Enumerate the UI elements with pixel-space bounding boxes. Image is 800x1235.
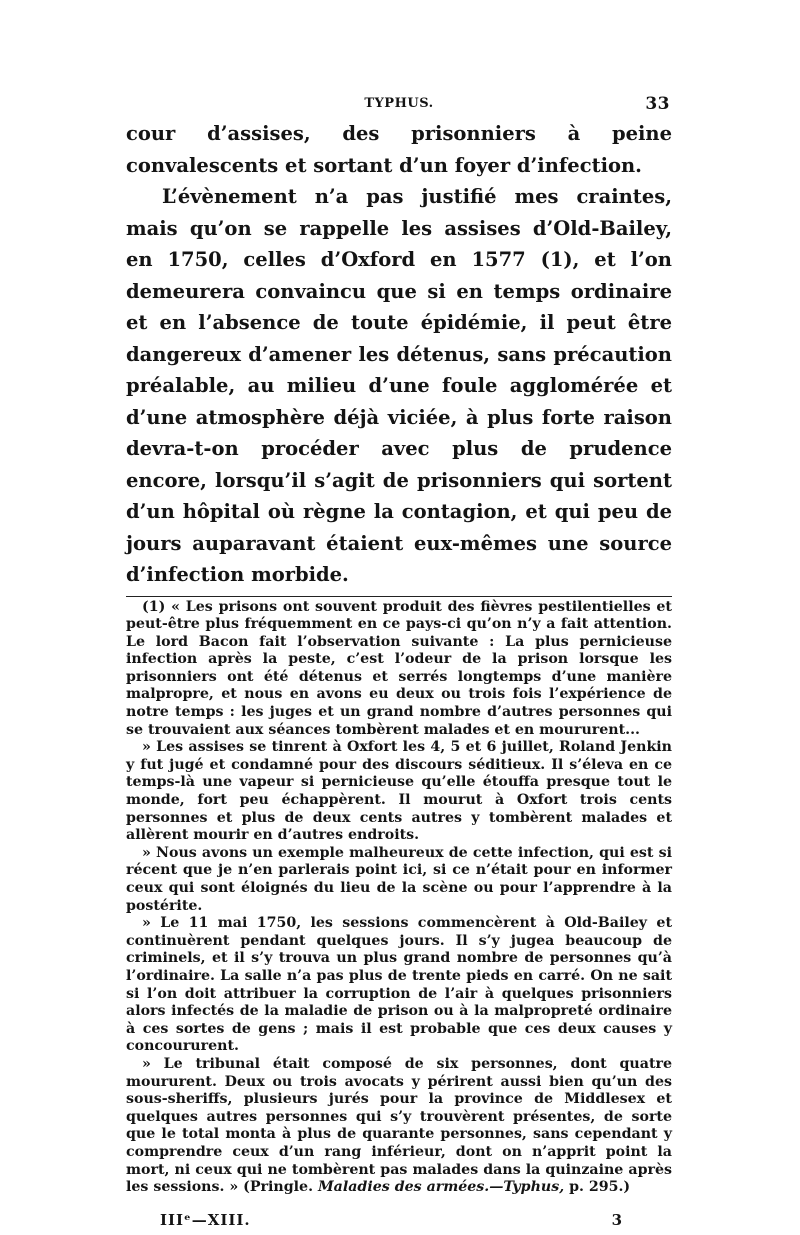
signature-mark: IIIᵉ—XIII.: [160, 1210, 251, 1229]
signature-line: [126, 1209, 672, 1235]
page: [126, 92, 672, 1235]
footnote-divider: [126, 596, 672, 597]
citation-title: Maladies des armées.—Typhus,: [317, 1179, 565, 1196]
footnote: [126, 599, 672, 1197]
footnote-paragraph-4: » Le 11 mai 1750, les sessions commencèrent à Old-Bailey et continuèrent pendant quelques jours. Il s’y jugea beaucoup de criminels, et il s’y trouva un plus grand nombre de personnes qu’à l’ordinaire. La salle n’a pas plus de trente pieds en carré. On ne sait si l’on doit attribuer la corruption de l’air à quelques prisonniers alors infectés de la maladie de prison ou à la malpropreté ordinaire à ces sortes de gens ; mais il est probable que ces deux causes y concoururent.: [126, 915, 672, 1055]
footnote-paragraph-3: » Nous avons un exemple malheureux de cette infection, qui est si récent que je n’en parlerais point ici, si ce n’était pour en informer ceux qui sont éloignés du lieu de la scène ou pour l’apprendre à la postérite.: [126, 844, 672, 914]
footnote-paragraph-5-text: » Le tribunal était composé de six personnes, dont quatre moururent. Deux ou trois avocats y périrent aussi bien qu’un des sous-sheriffs, plusieurs jurés pour la province de Middlesex et quelques autres personnes qui s’y trouvèrent présentes, de sorte que le total monta à plus de quarante personnes, sans cependant y comprendre ceux d’un rang inférieur, dont on n’apprit point la mort, ni ceux qui ne tombèrent pas malades dans la quinzaine après les sessions. » (Pringle.: [126, 1055, 672, 1196]
footnote-paragraph-5: [126, 1056, 672, 1197]
page-header: [126, 92, 672, 118]
citation-page: p. 295.): [564, 1179, 631, 1196]
footnote-paragraph-2: » Les assises se tinrent à Oxfort les 4, 5 et 6 juillet, Roland Jenkin y fut jugé et condamné pour des discours séditieux. Il s’éleva en ce temps-là une vapeur si pernicieuse qu’elle étouffa presque tout le monde, fort peu échappèrent. Il mourut à Oxfort trois cents personnes et plus de deux cents autres y tombèrent malades et allèrent mourir en d’autres endroits.: [126, 739, 672, 844]
page-number: 33: [645, 94, 670, 114]
footnote-paragraph-1: (1) « Les prisons ont souvent produit des fièvres pestilentielles et peut-être plus fréquemment en ce pays-ci qu’on n’y a fait attention. Le lord Bacon fait l’observation suivante : La plus pernicieuse infection après la peste, c’est l’odeur de la prison lorsque les prisonniers ont été détenus et serrés longtemps d’une manière malpropre, et nous en avons eu deux ou trois fois l’expérience de notre temps : les juges et un grand nombre d’autres personnes qui se trouvaient aux séances tombèrent malades et en moururent...: [126, 598, 672, 738]
signature-number: 3: [611, 1210, 622, 1229]
body-paragraph-2: L’évènement n’a pas justifié mes craintes, mais qu’on se rappelle les assises d’Old-Bailey, en 1750, celles d’Oxford en 1577 (1), et l’on demeurera convaincu que si en temps ordinaire et en l’absence de toute épidémie, il peut être dangereux d’amener les détenus, sans précaution préalable, au milieu d’une foule agglomérée et d’une atmosphère déjà viciée, à plus forte raison devra-t-on procéder avec plus de prudence encore, lorsqu’il s’agit de prisonniers qui sortent d’un hôpital où règne la contagion, et qui peu de jours auparavant étaient eux-mêmes une source d’infection morbide.: [126, 185, 672, 586]
body-paragraph-1: cour d’assises, des prisonniers à peine convalescents et sortant d’un foyer d’infection.: [126, 122, 672, 177]
running-title: TYPHUS.: [364, 96, 434, 111]
